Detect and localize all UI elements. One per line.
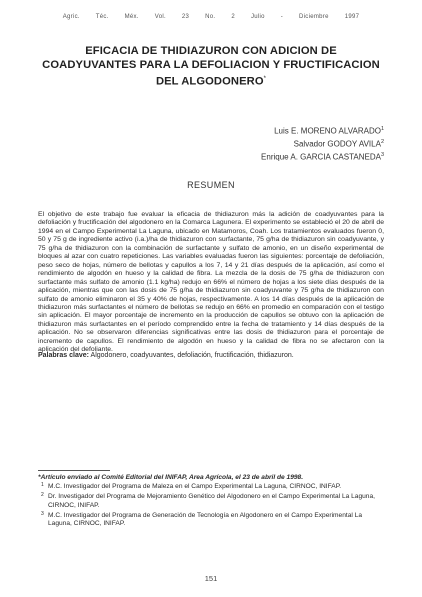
author-name: Luis E. MORENO ALVARADO [274,126,381,136]
footnote-text: M.C. Investigador del Programa de Maleza en el Campo Experimental La Laguna, CIRNOC, INIFAP. [48,483,342,491]
footnote-item [38,512,384,528]
footnote-text: M.C. Investigador del Programa de Generación de Tecnología en Algodonero en el Campo Experimental La Laguna, CIRNOC, INIFAP. [48,511,363,528]
author-mark: 2 [380,139,384,146]
article-title-text: EFICACIA DE THIDIAZURON CON ADICION DE COADYUVANTES PARA LA DEFOLIACION Y FRUCTIFICACION DEL ALGODONERO [42,45,380,88]
author-2 [261,137,384,150]
author-mark: 3 [380,152,384,159]
footnotes [38,474,384,530]
author-1 [261,124,384,137]
footnote-mark: 3 [41,510,44,517]
author-list [261,124,384,163]
author-name: Salvador GODOY AVILA [293,139,381,149]
footnote-text: Dr. Investigador del Programa de Mejoramiento Genético del Algodonero en el Campo Experimental La Laguna, CIRNOC, INIFAP. [48,493,375,509]
author-3 [261,150,384,163]
footnote-item [38,493,384,509]
footnote-received: *Artículo enviado al Comité Editorial del INIFAP, Area Agrícola, el 23 de abril de 1998. [38,474,304,481]
running-head: Agric. Téc. Méx. Vol. 23 No. 2 Julio - Diciembre 1997 [62,14,360,20]
footnote-mark: 2 [41,492,44,499]
article-title [40,44,382,89]
author-name: Enrique A. GARCIA CASTANEDA [261,152,381,162]
abstract-text: El objetivo de este trabajo fue evaluar la eficacia de thidiazuron más la adición de coadyuvantes para la defoliación y fructificación del algodonero en la Comarca Lagunera. El experimento se estableció el 20 de abril de 1994 en el Campo Experimental La Laguna, ubicado en Matamoros, Coah. Los tratamientos evaluados fueron 0, 50 y 75 g de ingrediente activo (i.a.)/ha de thidiazuron con surfactante, 75 g/ha de thidiazuron sin coadyuvante, y 75 g/ha de thidiazuron con la combinación de surfactante y sulfato de amonio, en un diseño experimental de bloques al azar con cuatro repeticiones. Las variables evaluadas fueron las siguientes: porcentaje de defoliación, peso seco de hojas, número de bellotas y capullos a los 7, 14 y 21 días después de la aplicación, así como el rendimiento de algodón en hueso y la calidad de fibra. La mezcla de la dosis de 75 g/ha de thidiazuron con surfactante más sulfato de amonio (1.1 kg/ha) redujo en 66% el número de hojas a los siete días después de la aplicación, mientras que con las dosis de 75 g/ha de thidiazuron sin coadyuvante y 75 g/ha de thidiazuron con sulfato de amonio eliminaron el 35 y 40% de hojas, respectivamente. A los 14 días después de la aplicación de thidiazuron más surfactantes el número de bellotas se redujo en 66% en promedio en comparación con el testigo sin aplicación. El mayor porcentaje de incremento en la producción de capullos se obtuvo con la aplicación de thidiazuron más surfactantes en el período comprendido entre la fecha de tratamiento y 14 días después de la aplicación. No se observaron diferencias significativas entre las dosis de thidiazuron para el porcentaje de incremento de capullos. El rendimiento de algodón en hueso y la calidad de fibra no se afectaron con la aplicación del defoliante. [38,211,384,354]
keywords-text: Algodonero, coadyuvantes, defoliación, fructificación, thidiazuron. [90,352,294,359]
author-mark: 1 [380,126,384,132]
title-footnote-mark: * [263,76,267,82]
footnote-divider [38,470,110,471]
page-number: 151 [204,574,218,583]
footnote-item [38,483,384,491]
keywords-label: Palabras clave: [38,352,89,359]
section-heading-resumen: RESUMEN [187,180,235,190]
footnote-mark: 1 [41,482,44,489]
keywords [38,351,384,360]
